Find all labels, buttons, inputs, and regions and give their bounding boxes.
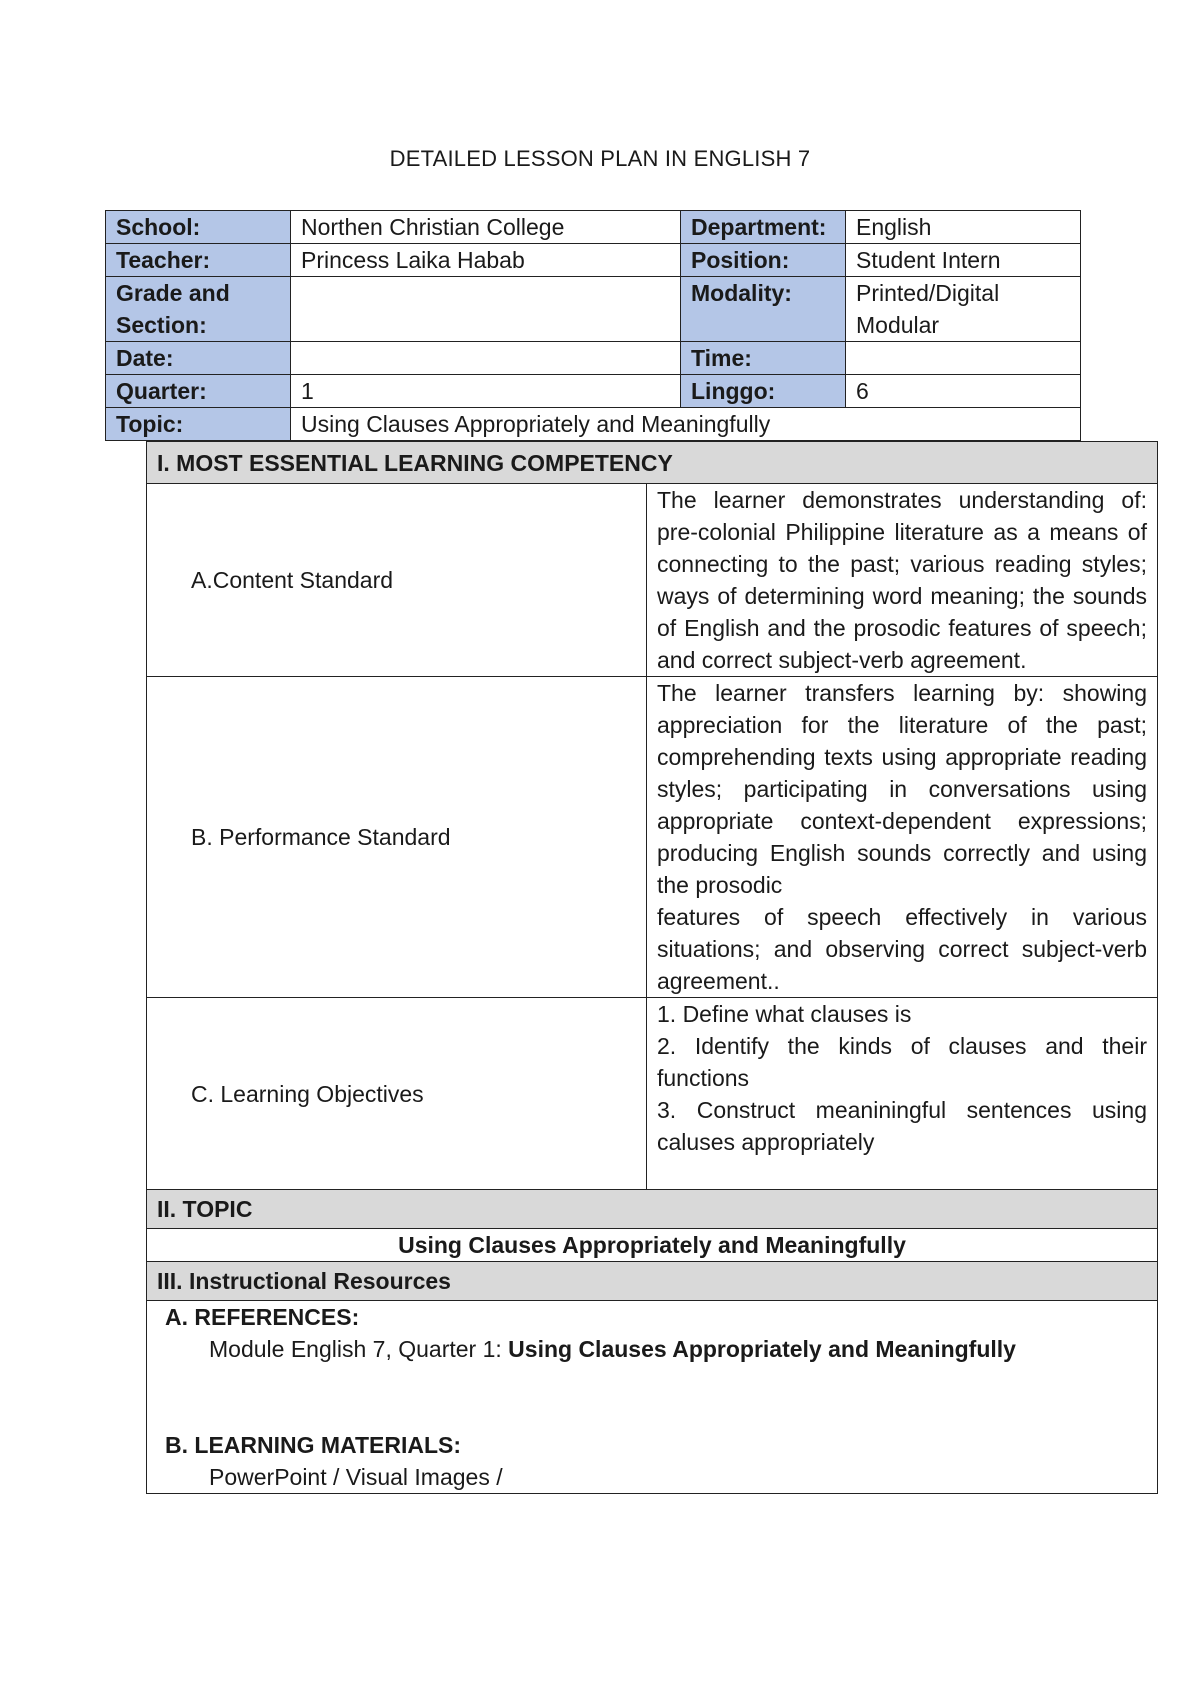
school-label: School: <box>106 211 291 244</box>
quarter-value: 1 <box>291 375 681 408</box>
references-text <box>157 1333 1147 1365</box>
position-label: Position: <box>681 244 846 277</box>
lesson-plan-table <box>146 441 1158 1494</box>
materials-text: PowerPoint / Visual Images / <box>209 1464 503 1490</box>
learning-objectives-list <box>647 998 1158 1190</box>
position-value: Student Intern <box>846 244 1081 277</box>
date-value <box>291 342 681 375</box>
resources-heading: III. Instructional Resources <box>147 1262 1158 1301</box>
quarter-label: Quarter: <box>106 375 291 408</box>
grade-section-value <box>291 277 681 342</box>
performance-standard-text <box>647 677 1158 998</box>
resources-heading-row <box>147 1262 1158 1301</box>
resources-body <box>147 1301 1158 1494</box>
info-row-school <box>106 211 1081 244</box>
grade-section-label <box>106 277 291 342</box>
modality-line-2: Modular <box>856 312 940 338</box>
content-standard-label: A.Content Standard <box>147 484 647 677</box>
references-prefix: Module English 7, Quarter 1: <box>209 1336 509 1362</box>
grade-label-line-2: Section: <box>116 312 207 338</box>
topic-title-row <box>147 1229 1158 1262</box>
linggo-value: 6 <box>846 375 1081 408</box>
topic-label: Topic: <box>106 408 291 441</box>
topic-heading: II. TOPIC <box>147 1190 1158 1229</box>
info-row-grade <box>106 277 1081 342</box>
lesson-info-table <box>105 210 1081 441</box>
performance-standard-row <box>147 677 1158 998</box>
modality-value <box>846 277 1081 342</box>
content-standard-text: The learner demonstrates understanding of: pre-colonial Philippine literature as a means of connecting to the past; various reading styles; ways of determining word meaning; the sounds of English and the prosodic features of speech; and correct subject-verb agreement. <box>647 484 1158 677</box>
performance-text-part-1: The learner transfers learning by: showing appreciation for the literature of the past; comprehending texts using appropriate reading styles; participating in conversations using appropriate context-dependent expressions; producing English sounds correctly and using the prosodic <box>657 680 1147 898</box>
performance-text-part-2: features of speech effectively in various situations; and observing correct subject-verb agreement.. <box>657 904 1147 994</box>
info-row-topic <box>106 408 1081 441</box>
topic-heading-row <box>147 1190 1158 1229</box>
info-row-quarter <box>106 375 1081 408</box>
resources-body-row <box>147 1301 1158 1494</box>
objective-item: 3. Construct meaniningful sentences using caluses appropriately <box>657 1097 1147 1155</box>
content-standard-row <box>147 484 1158 677</box>
page-title: DETAILED LESSON PLAN IN ENGLISH 7 <box>389 146 811 171</box>
date-label: Date: <box>106 342 291 375</box>
linggo-label: Linggo: <box>681 375 846 408</box>
objective-item: 2. Identify the kinds of clauses and their functions <box>657 1033 1147 1091</box>
topic-title: Using Clauses Appropriately and Meaningfully <box>147 1229 1158 1262</box>
references-label: A. REFERENCES: <box>165 1304 360 1330</box>
modality-label: Modality: <box>681 277 846 342</box>
performance-standard-label: B. Performance Standard <box>147 677 647 998</box>
time-value <box>846 342 1081 375</box>
topic-value: Using Clauses Appropriately and Meaningfully <box>291 408 1081 441</box>
learning-objectives-row <box>147 998 1158 1190</box>
competency-heading: I. MOST ESSENTIAL LEARNING COMPETENCY <box>147 442 1158 484</box>
teacher-value: Princess Laika Habab <box>291 244 681 277</box>
department-value: English <box>846 211 1081 244</box>
objective-item: 1. Define what clauses is <box>657 1001 912 1027</box>
grade-label-line-1: Grade and <box>116 280 230 306</box>
school-value: Northen Christian College <box>291 211 681 244</box>
time-label: Time: <box>681 342 846 375</box>
teacher-label: Teacher: <box>106 244 291 277</box>
competency-heading-row <box>147 442 1158 484</box>
references-spacer <box>157 1365 1147 1429</box>
info-row-date <box>106 342 1081 375</box>
modality-line-1: Printed/Digital <box>856 280 1000 306</box>
materials-label: B. LEARNING MATERIALS: <box>165 1432 462 1458</box>
department-label: Department: <box>681 211 846 244</box>
references-title: Using Clauses Appropriately and Meaningfully <box>508 1336 1016 1362</box>
learning-objectives-label: C. Learning Objectives <box>147 998 647 1190</box>
info-row-teacher <box>106 244 1081 277</box>
